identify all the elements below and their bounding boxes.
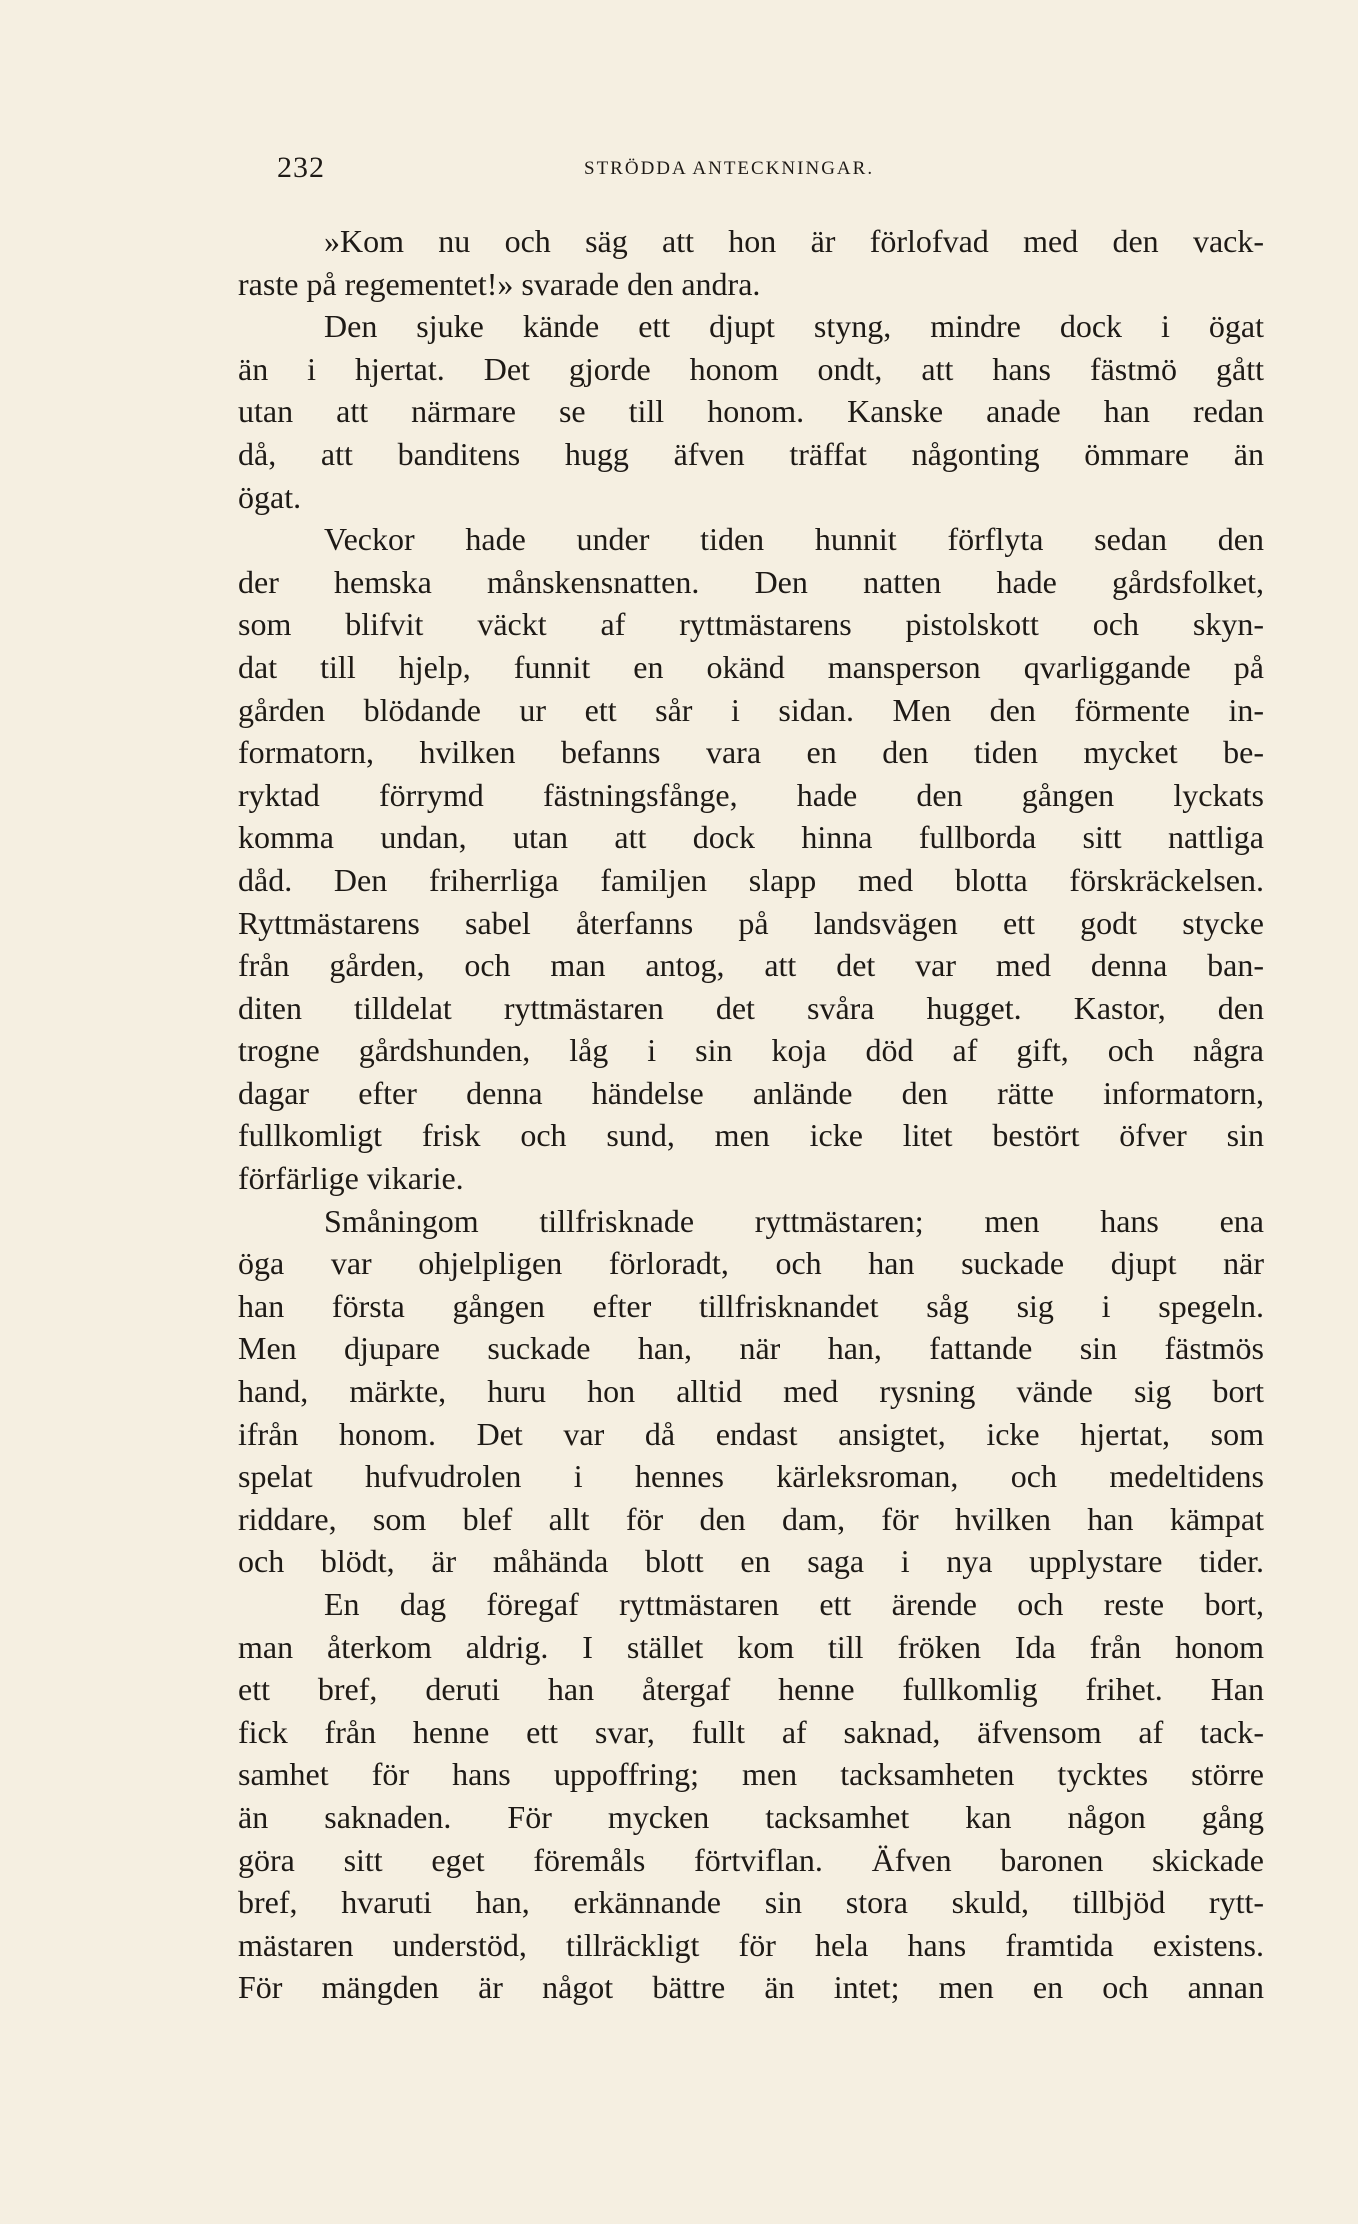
text-line: dagar efter denna händelse anlände den rätte informatorn, [238,1074,1264,1111]
text-line: utan att närmare se till honom. Kanske anade han redan [238,393,1264,430]
text-line: förfärlige vikarie. [238,1160,464,1197]
text-line: dåd. Den friherrliga familjen slapp med blotta förskräckelsen. [238,861,1264,898]
text-line: trogne gårdshunden, låg i sin koja död af gift, och några [238,1032,1264,1069]
text-line: Småningom tillfrisknade ryttmästaren; men hans ena [324,1202,1264,1239]
text-line: En dag föregaf ryttmästaren ett ärende och reste bort, [324,1586,1264,1622]
text-line: Den sjuke kände ett djupt styng, mindre dock i ögat [324,308,1264,345]
text-line: fick från henne ett svar, fullt af saknad, äfvensom af tack- [238,1713,1264,1750]
running-head: STRÖDDA ANTECKNINGAR. [584,158,875,179]
text-line: från gården, och man antog, att det var med denna ban- [238,947,1264,984]
text-line: hand, märkte, huru hon alltid med rysning vände sig bort [238,1373,1264,1410]
text-line: ryktad förrymd fästningsfånge, hade den gången lyckats [238,776,1264,813]
text-line: göra sitt eget föremåls förtviflan. Äfven baronen skickade [238,1841,1264,1878]
text-line: komma undan, utan att dock hinna fullborda sitt nattliga [238,819,1264,856]
text-line: och blödt, är måhända blott en saga i nya upplystare tider. [238,1543,1264,1580]
text-line: gården blödande ur ett sår i sidan. Men den förmente in- [238,691,1264,728]
body-text [238,220,1264,2009]
text-line: diten tilldelat ryttmästaren det svåra hugget. Kastor, den [238,989,1264,1026]
text-line: ögat. [238,478,302,515]
text-line: För mängden är något bättre än intet; men en och annan [238,1969,1264,2006]
text-line: än saknaden. För mycken tacksamhet kan någon gång [238,1798,1264,1835]
text-line: der hemska månskensnatten. Den natten hade gårdsfolket, [238,563,1264,600]
text-line: än i hjertat. Det gjorde honom ondt, att hans fästmö gått [238,350,1264,387]
text-line: då, att banditens hugg äfven träffat någonting ömmare än [238,435,1264,472]
text-line: ett bref, deruti han återgaf henne fullkomlig frihet. Han [238,1671,1264,1708]
text-line: mästaren understöd, tillräckligt för hela hans framtida existens. [238,1926,1264,1963]
text-line: öga var ohjelpligen förloradt, och han suckade djupt när [238,1245,1264,1282]
text-line: dat till hjelp, funnit en okänd mansperson qvarliggande på [238,648,1264,685]
text-line: man återkom aldrig. I stället kom till fröken Ida från honom [238,1628,1264,1665]
text-line: bref, hvaruti han, erkännande sin stora skuld, tillbjöd rytt- [238,1884,1264,1921]
text-line: Veckor hade under tiden hunnit förflyta sedan den [324,521,1264,558]
page-header [274,148,1262,188]
page-number: 232 [277,151,325,184]
text-line: raste på regementet!» svarade den andra. [238,265,761,302]
text-line: formatorn, hvilken befanns vara en den tiden mycket be- [238,734,1264,771]
text-line: han första gången efter tillfrisknandet såg sig i spegeln. [238,1287,1264,1324]
text-line: fullkomligt frisk och sund, men icke litet bestört öfver sin [238,1117,1264,1154]
text-line: Ryttmästarens sabel återfanns på landsvägen ett godt stycke [238,904,1264,941]
text-line: riddare, som blef allt för den dam, för hvilken han kämpat [238,1500,1264,1537]
text-line: ifrån honom. Det var då endast ansigtet, icke hjertat, som [238,1415,1264,1452]
text-line: samhet för hans uppoffring; men tacksamheten tycktes större [238,1756,1264,1793]
text-line: som blifvit väckt af ryttmästarens pistolskott och skyn- [238,606,1264,643]
text-line: spelat hufvudrolen i hennes kärleksroman, och medeltidens [238,1458,1264,1495]
text-line: Men djupare suckade han, när han, fattande sin fästmös [238,1330,1264,1367]
text-line: »Kom nu och säg att hon är förlofvad med den vack- [324,223,1264,259]
